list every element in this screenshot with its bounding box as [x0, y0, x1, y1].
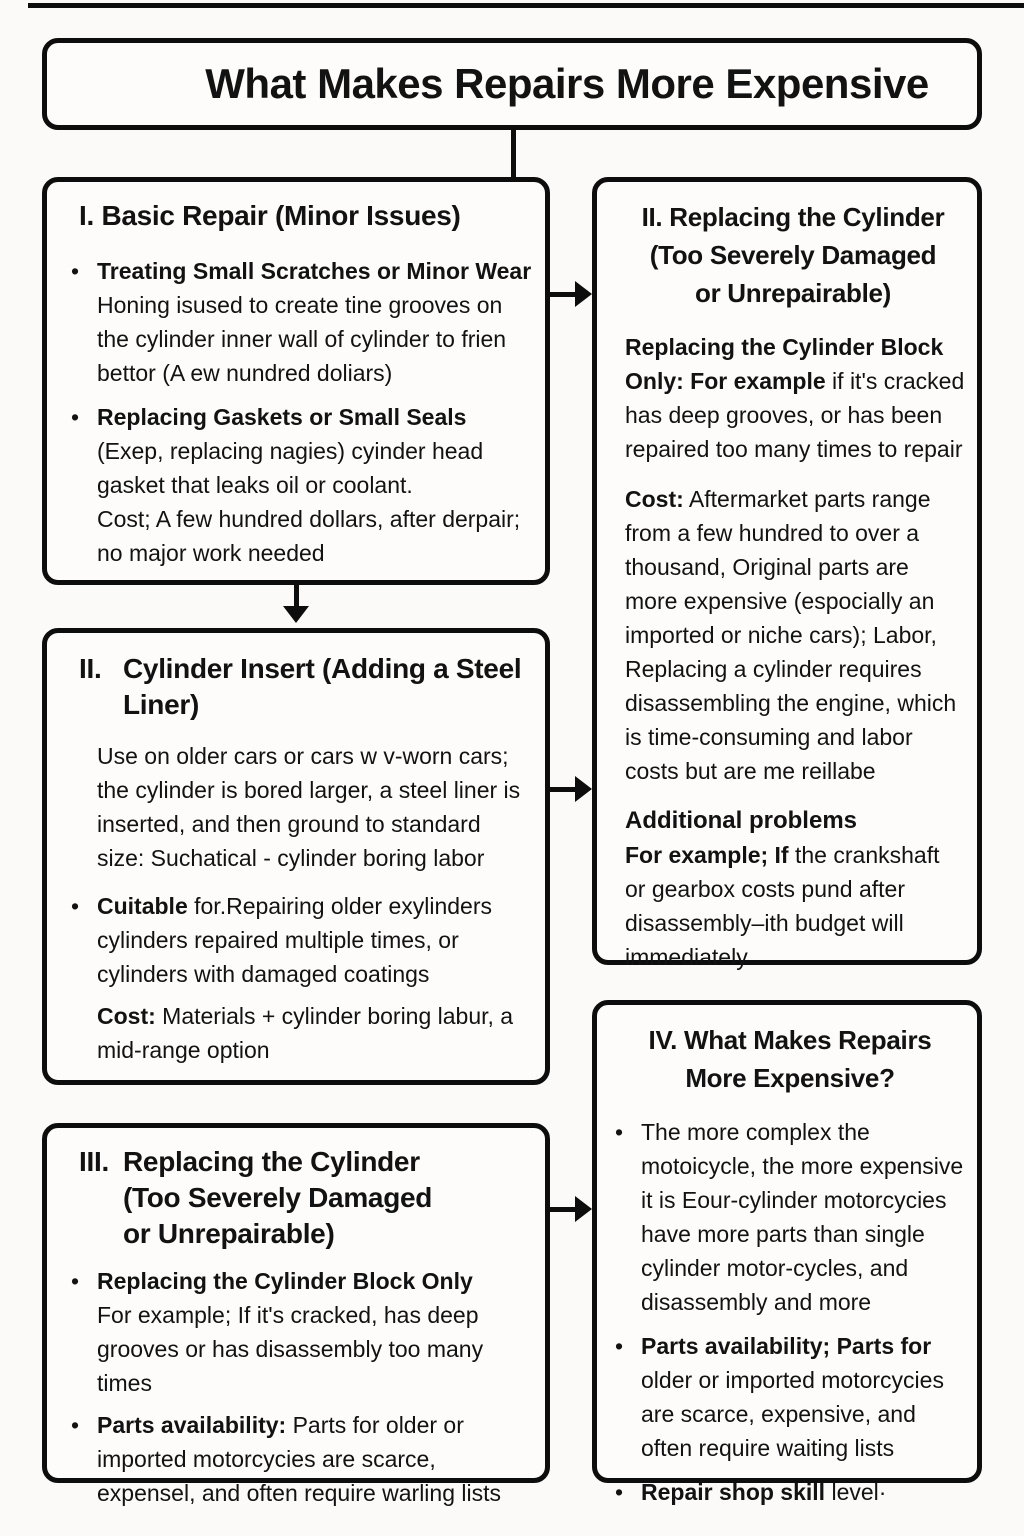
list-item [71, 400, 533, 570]
box-cylinder-insert-heading [79, 651, 533, 723]
bullet-lead: Repair shop skill [641, 1479, 826, 1505]
box-replacing-cylinder-right-heading [621, 198, 965, 312]
subheading-additional-problems: Additional problems [625, 807, 858, 834]
bullet-lead: Treating Small Scratches or Minor Wear [97, 258, 532, 284]
paragraph: Use on older cars or cars w v-worn cars; the cylinder is bored larger, a steel liner is inserted, and then ground to standard size: Suchatical - cylinder boring labor [97, 743, 521, 871]
box-replacing-cylinder-left [42, 1123, 550, 1506]
box-replacing-cylinder-right [592, 177, 982, 970]
paragraph-text: the crankshaft or gearbox costs pund after disassembly–ith budget will immediately [625, 842, 940, 970]
heading-text: Cylinder Insert (Adding a Steel Liner) [123, 653, 522, 720]
box-replacing-cylinder-left-heading [79, 1144, 535, 1252]
heading-line: IV. What Makes Repairs [648, 1025, 932, 1055]
bullet-text: Honing isused to create tine grooves on the cylinder inner wall of cylinder to frien bettor (A ew nundred doliars) [97, 292, 507, 386]
paragraph-lead: Cost: [625, 486, 684, 512]
paragraph-lead: Replacing the Cylinder Block Only: For example [625, 334, 944, 394]
heading-line: (Too Severely Damaged [649, 240, 937, 270]
paragraph-text: Materials + cylinder boring labur, a mid-range option [97, 1003, 514, 1063]
connector-title-to-box1 [511, 128, 516, 179]
heading-line: II. Replacing the Cylinder [641, 202, 945, 232]
bullet-text: The more complex the motoicycle, the more expensive it is Eour-cylinder motorcycies have more parts than single cylinder motor-cycles, and disassembly and more [641, 1119, 964, 1315]
heading-line: Replacing the Cylinder [123, 1146, 420, 1177]
paragraph-lead: For example; If [625, 842, 789, 868]
heading-line: More Expensive? [685, 1063, 895, 1093]
diagram-title: What Makes Repairs More Expensive [205, 60, 929, 107]
bullet-dot: • [71, 1412, 80, 1438]
list-item [71, 1408, 535, 1510]
bullet-text: for.Repairing older exylinders cylinders repaired multiple times, or cylinders with damaged coatings [97, 893, 493, 987]
bullet-dot: • [71, 258, 80, 284]
box-cylinder-insert [42, 628, 550, 1085]
bullet-text: Parts for older or imported motorcycies are scarce, expensel, and often require warling lists [97, 1412, 502, 1506]
arrow-lbox2-to-rbox2-head [575, 776, 592, 802]
list-item [71, 254, 533, 390]
bullet-lead: Cuitable [97, 893, 188, 919]
heading-numeral: III. [79, 1146, 109, 1177]
heading-line: (Too Severely Damaged [123, 1182, 433, 1213]
bullet-lead: Replacing Gaskets or Small Seals [97, 404, 467, 430]
bullet-dot: • [71, 404, 80, 430]
top-border-line [28, 3, 1024, 8]
title-box [42, 38, 982, 130]
paragraph-text: if it's cracked has deep grooves, or has been repaired too many times to repair [625, 368, 965, 462]
list-item [615, 1475, 965, 1509]
bullet-lead: Parts availability; Parts for [641, 1333, 932, 1359]
bullet-lead: Replacing the Cylinder Block Only [97, 1268, 473, 1294]
bullet-dot: • [615, 1333, 624, 1359]
arrow-lbox2-to-rbox2-line [548, 787, 578, 792]
paragraph [625, 330, 965, 466]
box-basic-repair-heading: I. Basic Repair (Minor Issues) [79, 200, 461, 231]
paragraph [97, 999, 533, 1067]
paragraph-lead: Cost: [97, 1003, 156, 1029]
heading-line: or Unrepairable) [123, 1218, 335, 1249]
heading-line: or Unrepairable) [694, 278, 892, 308]
arrow-box3-to-box4-line [548, 1207, 578, 1212]
bullet-dot: • [615, 1119, 624, 1145]
bullet-dot: • [71, 1268, 80, 1294]
paragraph [625, 838, 965, 974]
bullet-text: level· [825, 1479, 887, 1505]
bullet-lead: Parts availability: [97, 1412, 287, 1438]
list-item [71, 889, 533, 991]
arrow-box3-to-box4-head [575, 1196, 592, 1222]
bullet-text: older or imported motorcycies are scarce, expensive, and often require waiting lists [641, 1367, 944, 1461]
bullet-text: Cost; A few hundred dollars, after derpair; no major work needed [97, 506, 521, 566]
paragraph-text: Aftermarket parts range from a few hundred to over a thousand, Original parts are more expensive (espocially an imported or niche cars); Labor, Replacing a cylinder requires disassembling the engine, which is time-consuming and labor costs but are me reillabe [625, 486, 957, 784]
box-what-makes-expensive-heading [615, 1021, 965, 1097]
bullet-text: (Exep, replacing nagies) cyinder head gasket that leaks oil or coolant. [97, 438, 484, 498]
arrow-box1-to-lbox2-head [283, 606, 309, 623]
heading-numeral: II. [79, 653, 102, 684]
bullet-dot: • [71, 893, 80, 919]
box-what-makes-expensive [592, 1000, 982, 1505]
box-basic-repair [42, 177, 550, 585]
arrow-box1-to-rbox2-line [548, 292, 578, 297]
list-item [615, 1115, 965, 1319]
paragraph [625, 482, 965, 788]
bullet-dot: • [615, 1479, 624, 1505]
bullet-text: For example; If it's cracked, has deep grooves or has disassembly too many times [97, 1302, 484, 1396]
list-item [615, 1329, 965, 1465]
arrow-box1-to-rbox2-head [575, 281, 592, 307]
list-item [71, 1264, 535, 1400]
